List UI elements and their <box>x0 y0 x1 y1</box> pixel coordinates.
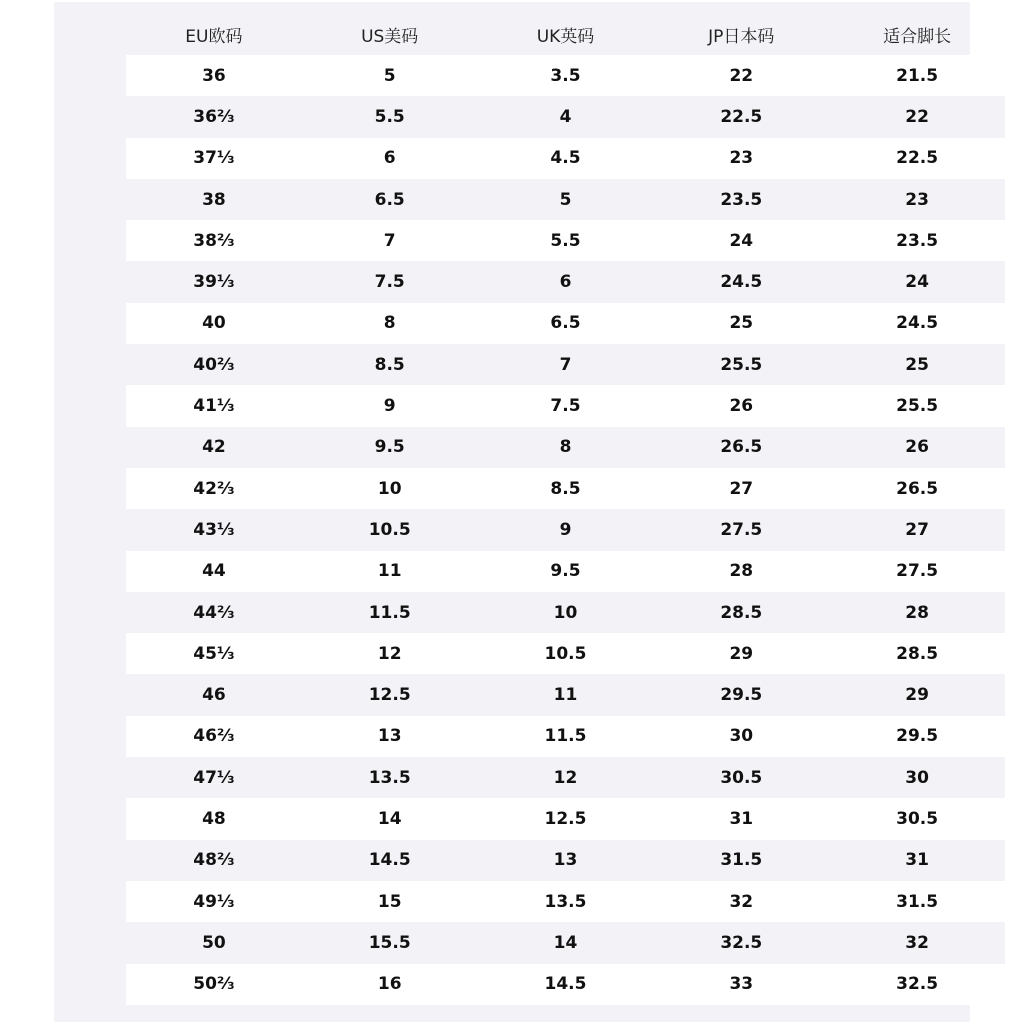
uk-size-cell: 8.5 <box>478 468 654 509</box>
size-chart-panel <box>54 2 970 1022</box>
uk-size-cell: 6 <box>478 261 654 302</box>
uk-size-cell: 4 <box>478 96 654 137</box>
table-row <box>126 922 1005 963</box>
jp-size-cell: 30 <box>653 716 829 757</box>
us-size-cell: 10.5 <box>302 509 478 550</box>
foot-length-cell: 32.5 <box>829 964 1005 1005</box>
foot-length-cell: 31 <box>829 840 1005 881</box>
table-row <box>126 881 1005 922</box>
table-row <box>126 757 1005 798</box>
table-row <box>126 261 1005 302</box>
foot-length-cell: 24.5 <box>829 303 1005 344</box>
jp-size-cell: 29.5 <box>653 674 829 715</box>
jp-size-cell: 27.5 <box>653 509 829 550</box>
uk-size-cell: 9.5 <box>478 551 654 592</box>
table-row <box>126 468 1005 509</box>
jp-size-cell: 25 <box>653 303 829 344</box>
foot-length-cell: 27 <box>829 509 1005 550</box>
table-row <box>126 179 1005 220</box>
eu-size-cell: 36⅔ <box>126 96 302 137</box>
uk-size-cell: 9 <box>478 509 654 550</box>
eu-size-cell: 40 <box>126 303 302 344</box>
uk-size-cell: 10.5 <box>478 633 654 674</box>
uk-size-cell: 7.5 <box>478 385 654 426</box>
uk-size-cell: 13 <box>478 840 654 881</box>
uk-size-cell: 13.5 <box>478 881 654 922</box>
table-row <box>126 138 1005 179</box>
size-rows <box>126 55 1005 1005</box>
us-size-cell: 15 <box>302 881 478 922</box>
jp-size-cell: 29 <box>653 633 829 674</box>
jp-size-cell: 22.5 <box>653 96 829 137</box>
table-row <box>126 716 1005 757</box>
uk-size-cell: 14.5 <box>478 964 654 1005</box>
uk-size-cell: 10 <box>478 592 654 633</box>
eu-size-cell: 45⅓ <box>126 633 302 674</box>
uk-size-cell: 3.5 <box>478 55 654 96</box>
foot-length-cell: 25 <box>829 344 1005 385</box>
jp-size-cell: 28 <box>653 551 829 592</box>
eu-size-cell: 48⅔ <box>126 840 302 881</box>
uk-size-cell: 12.5 <box>478 798 654 839</box>
us-size-cell: 6 <box>302 138 478 179</box>
foot-length-cell: 29 <box>829 674 1005 715</box>
foot-length-cell: 22 <box>829 96 1005 137</box>
table-row <box>126 509 1005 550</box>
eu-size-cell: 40⅔ <box>126 344 302 385</box>
us-size-cell: 11.5 <box>302 592 478 633</box>
jp-size-cell: 26 <box>653 385 829 426</box>
header-row <box>126 14 1005 55</box>
us-size-cell: 7.5 <box>302 261 478 302</box>
foot-length-cell: 30.5 <box>829 798 1005 839</box>
uk-size-cell: 12 <box>478 757 654 798</box>
jp-size-cell: 31 <box>653 798 829 839</box>
foot-length-cell: 22.5 <box>829 138 1005 179</box>
eu-size-cell: 44 <box>126 551 302 592</box>
header-eu: EU欧码 <box>185 27 243 47</box>
jp-size-cell: 24.5 <box>653 261 829 302</box>
eu-size-cell: 43⅓ <box>126 509 302 550</box>
jp-size-cell: 26.5 <box>653 427 829 468</box>
us-size-cell: 8.5 <box>302 344 478 385</box>
eu-size-cell: 38⅔ <box>126 220 302 261</box>
jp-size-cell: 30.5 <box>653 757 829 798</box>
us-size-cell: 13 <box>302 716 478 757</box>
foot-length-cell: 28.5 <box>829 633 1005 674</box>
foot-length-cell: 25.5 <box>829 385 1005 426</box>
eu-size-cell: 42 <box>126 427 302 468</box>
eu-size-cell: 44⅔ <box>126 592 302 633</box>
us-size-cell: 11 <box>302 551 478 592</box>
eu-size-cell: 41⅓ <box>126 385 302 426</box>
uk-size-cell: 11.5 <box>478 716 654 757</box>
eu-size-cell: 50⅔ <box>126 964 302 1005</box>
table-row <box>126 964 1005 1005</box>
eu-size-cell: 48 <box>126 798 302 839</box>
foot-length-cell: 32 <box>829 922 1005 963</box>
table-row <box>126 592 1005 633</box>
us-size-cell: 10 <box>302 468 478 509</box>
uk-size-cell: 7 <box>478 344 654 385</box>
jp-size-cell: 28.5 <box>653 592 829 633</box>
eu-size-cell: 46⅔ <box>126 716 302 757</box>
foot-length-cell: 28 <box>829 592 1005 633</box>
uk-size-cell: 5 <box>478 179 654 220</box>
table-row <box>126 674 1005 715</box>
foot-length-cell: 24 <box>829 261 1005 302</box>
table-row <box>126 303 1005 344</box>
us-size-cell: 13.5 <box>302 757 478 798</box>
us-size-cell: 14.5 <box>302 840 478 881</box>
table-row <box>126 633 1005 674</box>
header-us: US美码 <box>361 27 419 47</box>
eu-size-cell: 38 <box>126 179 302 220</box>
uk-size-cell: 8 <box>478 427 654 468</box>
foot-length-cell: 23.5 <box>829 220 1005 261</box>
us-size-cell: 5 <box>302 55 478 96</box>
table-row <box>126 385 1005 426</box>
jp-size-cell: 31.5 <box>653 840 829 881</box>
foot-length-cell: 27.5 <box>829 551 1005 592</box>
table-row <box>126 798 1005 839</box>
jp-size-cell: 23.5 <box>653 179 829 220</box>
jp-size-cell: 27 <box>653 468 829 509</box>
jp-size-cell: 25.5 <box>653 344 829 385</box>
us-size-cell: 7 <box>302 220 478 261</box>
jp-size-cell: 32.5 <box>653 922 829 963</box>
eu-size-cell: 39⅓ <box>126 261 302 302</box>
foot-length-cell: 30 <box>829 757 1005 798</box>
table-row <box>126 96 1005 137</box>
eu-size-cell: 37⅓ <box>126 138 302 179</box>
jp-size-cell: 32 <box>653 881 829 922</box>
table-row <box>126 551 1005 592</box>
eu-size-cell: 46 <box>126 674 302 715</box>
table-row <box>126 427 1005 468</box>
table-row <box>126 55 1005 96</box>
header-jp: JP日本码 <box>708 27 775 47</box>
foot-length-cell: 29.5 <box>829 716 1005 757</box>
us-size-cell: 9.5 <box>302 427 478 468</box>
us-size-cell: 12.5 <box>302 674 478 715</box>
foot-length-cell: 26 <box>829 427 1005 468</box>
us-size-cell: 14 <box>302 798 478 839</box>
uk-size-cell: 4.5 <box>478 138 654 179</box>
jp-size-cell: 24 <box>653 220 829 261</box>
us-size-cell: 6.5 <box>302 179 478 220</box>
eu-size-cell: 50 <box>126 922 302 963</box>
uk-size-cell: 6.5 <box>478 303 654 344</box>
us-size-cell: 8 <box>302 303 478 344</box>
header-uk: UK英码 <box>536 27 595 47</box>
us-size-cell: 12 <box>302 633 478 674</box>
foot-length-cell: 26.5 <box>829 468 1005 509</box>
us-size-cell: 5.5 <box>302 96 478 137</box>
us-size-cell: 15.5 <box>302 922 478 963</box>
jp-size-cell: 23 <box>653 138 829 179</box>
eu-size-cell: 49⅓ <box>126 881 302 922</box>
uk-size-cell: 14 <box>478 922 654 963</box>
us-size-cell: 9 <box>302 385 478 426</box>
eu-size-cell: 42⅔ <box>126 468 302 509</box>
size-chart-table <box>126 14 1005 1005</box>
header-foot-length: 适合脚长 <box>883 27 952 47</box>
eu-size-cell: 36 <box>126 55 302 96</box>
table-row <box>126 344 1005 385</box>
table-row <box>126 840 1005 881</box>
us-size-cell: 16 <box>302 964 478 1005</box>
foot-length-cell: 23 <box>829 179 1005 220</box>
foot-length-cell: 21.5 <box>829 55 1005 96</box>
eu-size-cell: 47⅓ <box>126 757 302 798</box>
table-row <box>126 220 1005 261</box>
foot-length-cell: 31.5 <box>829 881 1005 922</box>
jp-size-cell: 33 <box>653 964 829 1005</box>
uk-size-cell: 5.5 <box>478 220 654 261</box>
uk-size-cell: 11 <box>478 674 654 715</box>
jp-size-cell: 22 <box>653 55 829 96</box>
